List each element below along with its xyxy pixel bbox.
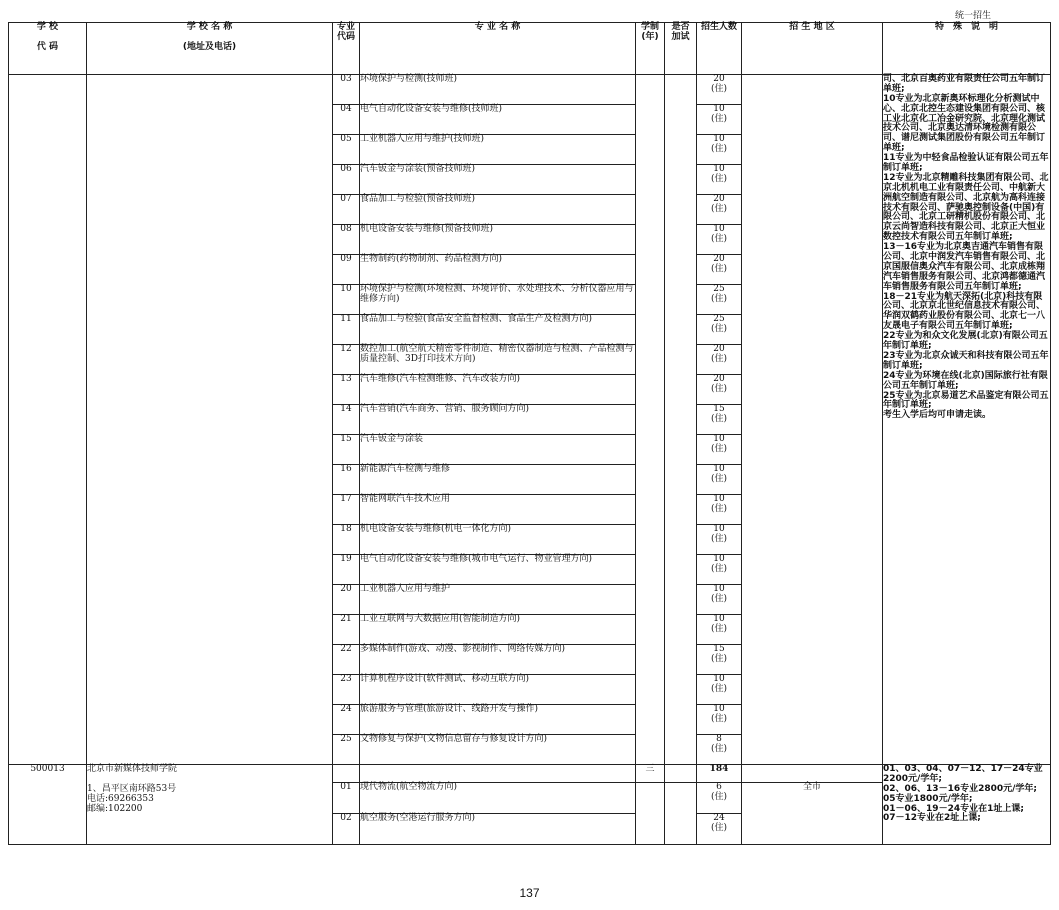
major-name: 工业互联网与大数据应用(智能制造方向): [360, 615, 636, 645]
boarding-type: (住): [710, 683, 728, 694]
boarding-type: (住): [710, 563, 728, 574]
boarding-type: (住): [710, 443, 728, 454]
quota-count: 10: [713, 704, 725, 714]
major-name: 电气自动化设备安装与维修(技师班): [360, 105, 636, 135]
quota-cell: [697, 525, 742, 555]
major-name: 文物修复与保护(文物信息留存与修复设计方向): [360, 735, 636, 765]
boarding-type: (住): [710, 473, 728, 484]
quota-cell: [697, 165, 742, 195]
special-notes-text: 司、北京百奥药业有限责任公司五年制订单班; 10专业为北京新奥环标理化分析测试中心、北京北控生态建设集团有限公司、核工业北京化工冶金研究院、北京理化测试技术公司、北京奥达清环境检测有限公司、谱尼测试集团股份有限公司五年制订单班; 11专业为中轻食品检验认证有限公司五年制订单班; 12专业为北京精雕科技集团有限公司、北京北机机电工业有限责任公司、中航新大洲航空制造有限公司、北京航为高科连接技术有限公司、萨驰奥控制设备(中国)有限公司、北京工研精机股份有限公司、北京云尚智造科技有限公司、北京正大恒业数控技术有限公司五年制订单班; 13－16专业为北京奥吉通汽车销售有限公司、北京中润发汽车销售有限公司、北京国服信奥众汽车有限公司、北京成栋翔汽车销售服务有限公司、北京鸿都德通汽车销售服务有限公司五年制订单班; 18－21专业为航天深拓(北京)科技有限公司、北京京北世纪信息技术有限公司、华润双鹤药业股份有限公司、北京七一八友晟电子有限公司五年制订单班; 22专业为和众文化发展(北京)有限公司五年制订单班; 23专业为北京众诚天和科技有限公司五年制订单班; 24专业为环境在线(北京)国际旅行社有限公司五年制订单班; 25专业为北京易道艺术品鉴定有限公司五年制订单班; 考生入学后均可申请走读。: [883, 74, 1049, 421]
boarding-type: (住): [710, 113, 728, 124]
extra-exam: [665, 765, 697, 783]
quota-count: 8: [716, 734, 722, 744]
quota-cell: [697, 783, 742, 814]
years-cell: [636, 783, 665, 845]
major-name: 汽车维修(汽车检测维修、汽车改装方向): [360, 375, 636, 405]
quota-count: 20: [713, 74, 725, 84]
years: 三: [636, 765, 665, 783]
quota-count: 10: [713, 494, 725, 504]
quota-count: 25: [713, 314, 725, 324]
major-name: 食品加工与检验(食品安全监督检测、食品生产及检测方向): [360, 315, 636, 345]
school-code: 500013: [9, 765, 87, 845]
major-code: 09: [333, 255, 360, 285]
major-name: 汽车钣金与涂装(预备技师班): [360, 165, 636, 195]
boarding-type: (住): [710, 623, 728, 634]
school-code-cell: [9, 75, 87, 765]
quota-cell: [697, 585, 742, 615]
major-code: 18: [333, 525, 360, 555]
quota-count: 10: [713, 224, 725, 234]
quota-cell: [697, 255, 742, 285]
quota-count: 10: [713, 614, 725, 624]
major-name: 航空服务(空港运行服务方向): [360, 814, 636, 845]
header-school-code: 学 校 代 码: [9, 23, 87, 75]
header-region: 招 生 地 区: [742, 23, 883, 75]
major-code: 15: [333, 435, 360, 465]
quota-count: 10: [713, 554, 725, 564]
quota-cell: [697, 705, 742, 735]
quota-cell: [697, 814, 742, 845]
quota-count: 15: [713, 644, 725, 654]
major-code: [333, 765, 360, 783]
major-code: 11: [333, 315, 360, 345]
quota-count: 10: [713, 164, 725, 174]
total-quota: 184: [697, 765, 742, 783]
major-name: 现代物流(航空物流方向): [360, 783, 636, 814]
major-code: 20: [333, 585, 360, 615]
quota-count: 20: [713, 194, 725, 204]
quota-cell: [697, 465, 742, 495]
major-name: 食品加工与检验(预备技师班): [360, 195, 636, 225]
quota-count: 10: [713, 134, 725, 144]
major-name: 汽车营销(汽车商务、营销、服务顾问方向): [360, 405, 636, 435]
major-name: 工业机器人应用与维护(技师班): [360, 135, 636, 165]
header-major-code: 专业 代码: [333, 23, 360, 75]
quota-count: 15: [713, 404, 725, 414]
major-name: 机电设备安装与维修(预备技师班): [360, 225, 636, 255]
major-name: 新能源汽车检测与维修: [360, 465, 636, 495]
quota-cell: [697, 345, 742, 375]
school-info: [87, 765, 333, 845]
quota-count: 20: [713, 254, 725, 264]
major-code: 01: [333, 783, 360, 814]
extra-exam-cell: [665, 783, 697, 845]
quota-count: 10: [713, 524, 725, 534]
quota-cell: [697, 405, 742, 435]
special-notes: [883, 765, 1051, 845]
quota-cell: [697, 375, 742, 405]
quota-cell: [697, 285, 742, 315]
major-code: 14: [333, 405, 360, 435]
major-name: 多媒体制作(游戏、动漫、影视制作、网络传媒方向): [360, 645, 636, 675]
boarding-type: (住): [710, 233, 728, 244]
major-name: 智能网联汽车技术应用: [360, 495, 636, 525]
boarding-type: (住): [710, 293, 728, 304]
quota-cell: [697, 555, 742, 585]
boarding-type: (住): [710, 353, 728, 364]
major-code: 19: [333, 555, 360, 585]
major-name: 汽车钣金与涂装: [360, 435, 636, 465]
quota-cell: [697, 225, 742, 255]
major-name: 工业机器人应用与维护: [360, 585, 636, 615]
quota-count: 20: [713, 374, 725, 384]
major-code: 23: [333, 675, 360, 705]
major-code: 12: [333, 345, 360, 375]
major-name: 计算机程序设计(软件测试、移动互联方向): [360, 675, 636, 705]
major-code: 17: [333, 495, 360, 525]
boarding-type: (住): [710, 263, 728, 274]
quota-cell: [697, 105, 742, 135]
school-address: 1、昌平区南环路53号: [87, 783, 177, 794]
region-cell: [742, 75, 883, 765]
quota-cell: [697, 75, 742, 105]
boarding-type: (住): [710, 173, 728, 184]
region: 全市: [742, 783, 883, 845]
extra-exam-cell: [665, 75, 697, 765]
school-postcode: 邮编:102200: [87, 803, 143, 814]
boarding-type: (住): [710, 743, 728, 754]
school-phone: 电话:69266353: [87, 793, 154, 804]
quota-count: 20: [713, 344, 725, 354]
school-summary-row: [9, 765, 1051, 783]
quota-cell: [697, 435, 742, 465]
major-code: 25: [333, 735, 360, 765]
boarding-type: (住): [710, 203, 728, 214]
major-code: 04: [333, 105, 360, 135]
quota-count: 10: [713, 104, 725, 114]
major-name: 环境保护与检测(技师班): [360, 75, 636, 105]
major-code: 10: [333, 285, 360, 315]
major-name: 旅游服务与管理(旅游设计、线路开发与操作): [360, 705, 636, 735]
major-code: 24: [333, 705, 360, 735]
quota-count: 24: [713, 813, 725, 823]
boarding-type: (住): [710, 533, 728, 544]
major-code: 03: [333, 75, 360, 105]
boarding-type: (住): [710, 83, 728, 94]
table-row: [9, 75, 1051, 105]
quota-cell: [697, 315, 742, 345]
quota-count: 10: [713, 434, 725, 444]
major-code: 08: [333, 225, 360, 255]
boarding-type: (住): [710, 143, 728, 154]
header-major-name: 专 业 名 称: [360, 23, 636, 75]
special-notes-text: 01、03、04、07－12、17－24专业2200元/学年; 02、06、13－16专业2800元/学年; 05专业1800元/学年; 01－06、19－24专业在1址上课; 07－12专业在2址上课;: [883, 764, 1043, 824]
enrollment-table: [8, 22, 1051, 845]
quota-cell: [697, 645, 742, 675]
boarding-type: (住): [710, 791, 728, 802]
boarding-type: (住): [710, 713, 728, 724]
years-cell: [636, 75, 665, 765]
quota-cell: [697, 195, 742, 225]
quota-cell: [697, 135, 742, 165]
quota-count: 6: [716, 782, 722, 792]
header-notes: 特 殊 说 明: [883, 23, 1051, 75]
major-name: 数控加工(航空航天精密零件制造、精密仪器制造与检测、产品检测与质量控制、3D打印技术方向): [360, 345, 636, 375]
header-years: 学制 (年): [636, 23, 665, 75]
header-row: [9, 23, 1051, 75]
major-code: 05: [333, 135, 360, 165]
page-number: 137: [519, 886, 540, 900]
special-notes: [883, 75, 1051, 765]
school-name: 北京市新媒体技师学院: [87, 764, 178, 774]
page-category-label: 统一招生: [955, 11, 992, 21]
major-code: 06: [333, 165, 360, 195]
boarding-type: (住): [710, 323, 728, 334]
boarding-type: (住): [710, 383, 728, 394]
major-name: 电气自动化设备安装与维修(城市电气运行、物业管理方向): [360, 555, 636, 585]
header-school-name: 学 校 名 称 (地址及电话): [87, 23, 333, 75]
quota-cell: [697, 675, 742, 705]
quota-cell: [697, 495, 742, 525]
boarding-type: (住): [710, 822, 728, 833]
quota-count: 10: [713, 584, 725, 594]
quota-cell: [697, 615, 742, 645]
major-code: 22: [333, 645, 360, 675]
boarding-type: (住): [710, 653, 728, 664]
major-name: 环境保护与检测(环境检测、环境评价、水处理技术、分析仪器应用与维修方向): [360, 285, 636, 315]
boarding-type: (住): [710, 413, 728, 424]
header-extra-exam: 是否 加试: [665, 23, 697, 75]
major-name: 生物制药(药物制剂、药品检测方向): [360, 255, 636, 285]
major-name: [360, 765, 636, 783]
boarding-type: (住): [710, 503, 728, 514]
quota-count: 10: [713, 464, 725, 474]
major-code: 02: [333, 814, 360, 845]
header-quota: 招生人数: [697, 23, 742, 75]
quota-count: 25: [713, 284, 725, 294]
quota-count: 10: [713, 674, 725, 684]
major-code: 13: [333, 375, 360, 405]
school-name-cell: [87, 75, 333, 765]
region-cell: [742, 765, 883, 783]
major-code: 16: [333, 465, 360, 495]
quota-cell: [697, 735, 742, 765]
major-code: 21: [333, 615, 360, 645]
major-name: 机电设备安装与维修(机电一体化方向): [360, 525, 636, 555]
major-code: 07: [333, 195, 360, 225]
boarding-type: (住): [710, 593, 728, 604]
